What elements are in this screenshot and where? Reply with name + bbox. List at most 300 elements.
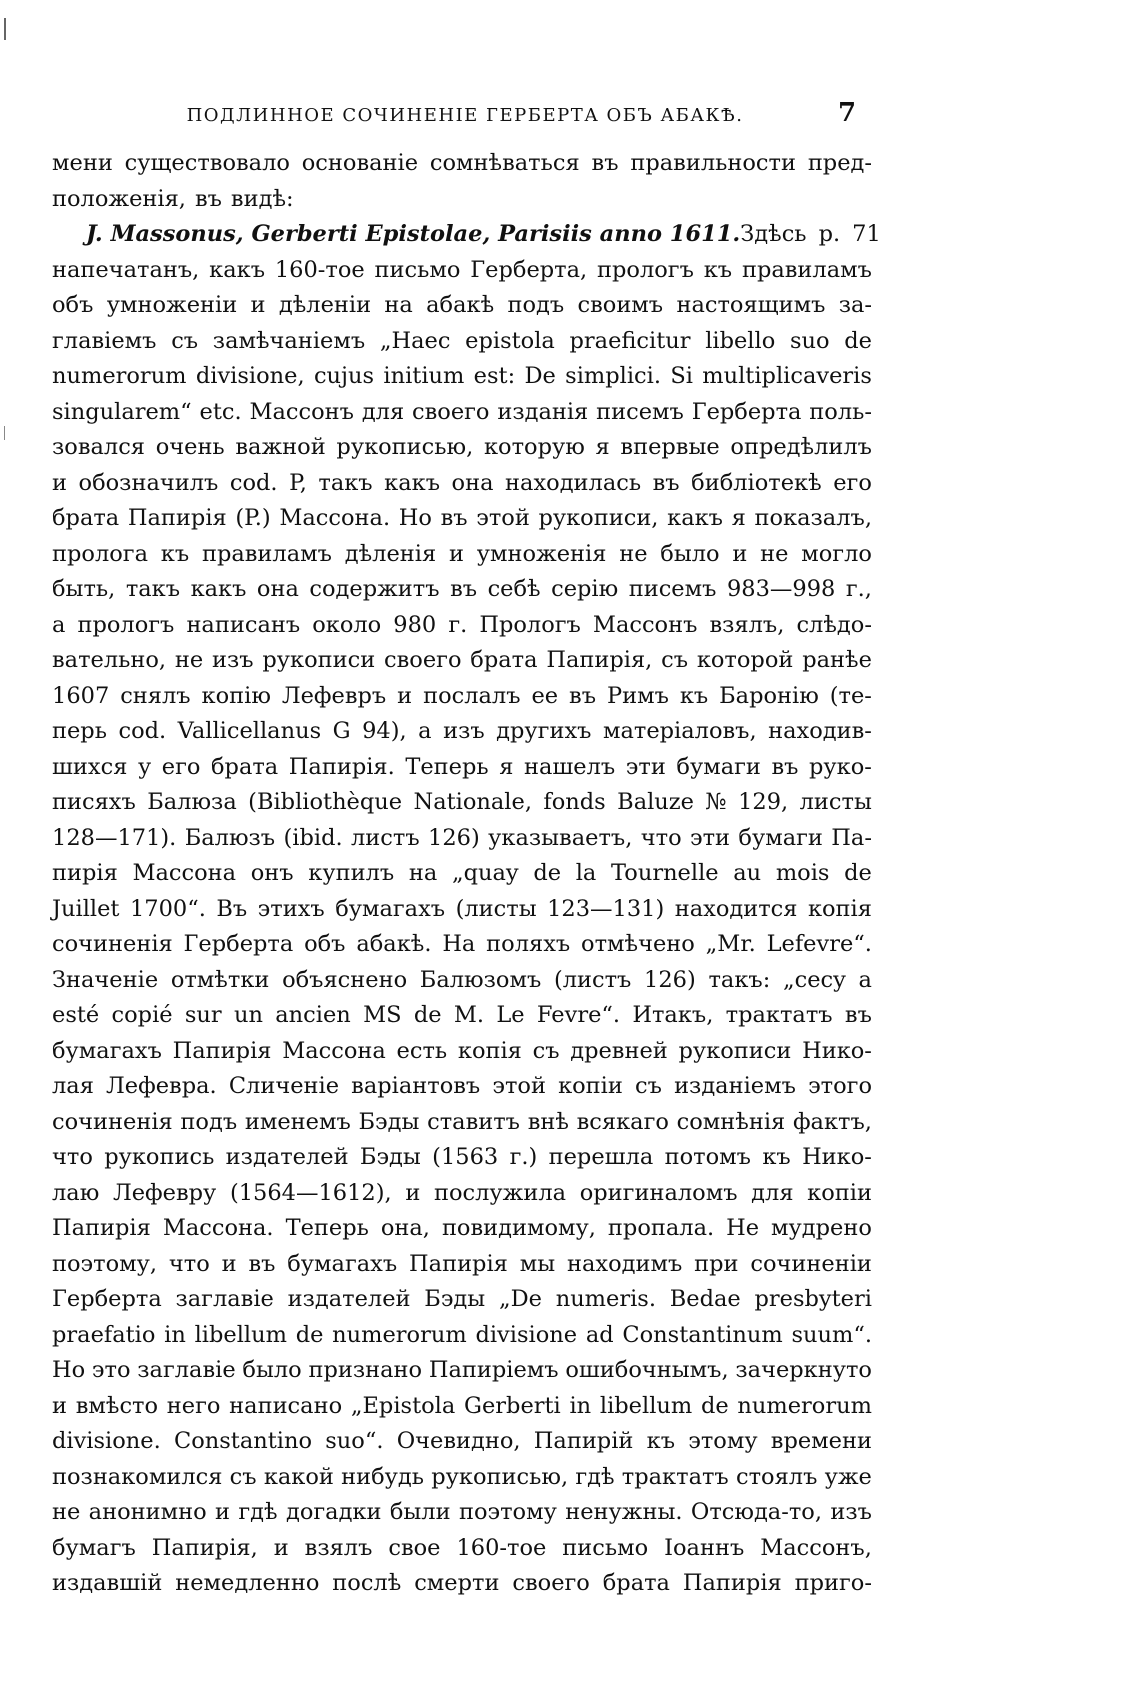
word: divisione,: [195, 363, 305, 389]
word: a: [858, 966, 872, 993]
word: fonds: [543, 789, 606, 815]
word: Массонъ: [592, 611, 698, 638]
word: На: [442, 931, 476, 957]
word: какъ: [667, 505, 723, 531]
word: р.: [818, 221, 841, 247]
word: Bedae: [669, 1286, 741, 1312]
text-line: [52, 1282, 872, 1318]
word: обозначилъ: [78, 469, 219, 496]
word: и: [448, 540, 464, 567]
word: Герберта: [183, 931, 294, 957]
word: (ibid.: [283, 824, 343, 851]
text-line: [52, 253, 872, 289]
word: что: [640, 824, 682, 851]
word: копію: [201, 682, 271, 709]
word: Папирія: [172, 1037, 272, 1064]
word: что: [52, 1144, 93, 1170]
word: въ: [450, 576, 478, 602]
word: лаю: [52, 1179, 100, 1206]
text-line: [52, 821, 872, 857]
word: издателей: [225, 1144, 349, 1170]
text-line: [52, 572, 872, 608]
word: 160-тое: [274, 256, 365, 283]
word: P,: [289, 469, 307, 496]
text-line: [52, 927, 872, 963]
word: къ: [762, 1144, 791, 1170]
word: 983—998: [726, 576, 836, 602]
word: изданіемъ: [674, 1073, 796, 1099]
word: de: [295, 1321, 324, 1348]
text-line-rest: [740, 217, 881, 253]
word: древней: [570, 1037, 668, 1064]
word: къ: [703, 256, 733, 283]
word: у: [137, 753, 152, 780]
word: „cecy: [782, 966, 846, 993]
word: листы: [799, 789, 872, 815]
word: libello: [705, 327, 776, 354]
word: in: [569, 1392, 592, 1419]
word: бумагахъ: [335, 895, 446, 922]
word: Папирія,: [546, 647, 653, 673]
word: при: [694, 1250, 739, 1277]
word: письмо: [374, 256, 461, 283]
word: эти: [690, 824, 731, 851]
word: послужила: [433, 1179, 567, 1206]
word: какъ: [384, 469, 441, 496]
word: такъ: [125, 576, 181, 602]
word: cod.: [118, 718, 167, 744]
word: въ: [844, 1002, 872, 1028]
word: настоящимъ: [676, 292, 826, 318]
word: numerorum: [52, 363, 187, 389]
word: бумаги: [738, 824, 823, 851]
word: бумагахъ: [287, 1250, 398, 1277]
word: въ: [248, 1250, 276, 1277]
word: мы: [519, 1250, 556, 1277]
word: Лефевру: [112, 1179, 217, 1206]
word: замѣчаніемъ: [212, 327, 366, 354]
word: опредѣлилъ: [730, 434, 872, 460]
text-line: [52, 182, 872, 218]
word: существовало: [124, 150, 290, 176]
word: 71: [852, 221, 881, 247]
word: мудрено: [771, 1215, 872, 1241]
word: MS: [363, 1002, 402, 1028]
word: multiplicaveris: [702, 363, 872, 389]
word: было: [242, 1357, 302, 1383]
word: est:: [473, 363, 516, 389]
word: копіи: [807, 1179, 872, 1206]
word: напечатанъ,: [52, 256, 200, 283]
word: познакомился: [52, 1463, 223, 1490]
word: и: [732, 540, 748, 567]
word: отмѣтки: [170, 966, 270, 993]
word: не: [619, 540, 648, 567]
word: это: [91, 1357, 131, 1383]
word: numerorum: [332, 1321, 467, 1348]
word: Папирія: [52, 1215, 151, 1241]
word: прологъ: [597, 256, 694, 283]
word: свое: [388, 1534, 441, 1561]
word: sur: [184, 1002, 222, 1028]
word: листъ: [351, 824, 420, 851]
word: Здѣсь: [740, 221, 807, 247]
word: поэтому,: [52, 1250, 158, 1277]
word: Папирія: [682, 1570, 782, 1596]
word: матеріаловъ,: [602, 718, 757, 744]
word: библіотекѣ: [691, 469, 822, 496]
word: de: [844, 860, 872, 886]
word: Герберта: [52, 1286, 162, 1312]
word: „Epistola: [350, 1392, 456, 1419]
text-line: [52, 359, 872, 395]
word: умноженіи: [106, 292, 238, 318]
word: Балюзомъ: [419, 966, 542, 993]
word: бумаги: [676, 753, 761, 780]
word: перь: [52, 718, 107, 744]
word: издавшій: [52, 1570, 163, 1596]
word: своего: [384, 647, 462, 673]
word: suo“.: [325, 1428, 384, 1454]
word: написано: [229, 1392, 343, 1419]
word: на: [408, 860, 438, 886]
word: G: [332, 718, 351, 744]
word: и: [52, 1392, 67, 1419]
word: (1563: [432, 1144, 499, 1170]
word: in: [164, 1321, 186, 1348]
word: Но: [52, 1357, 86, 1383]
word: initium: [383, 363, 465, 389]
word: всякаго: [576, 1108, 669, 1135]
word: этого: [808, 1073, 872, 1099]
word: показалъ,: [754, 505, 872, 531]
word: абакѣ.: [356, 931, 432, 957]
text-line: [52, 608, 872, 644]
word: въ: [652, 469, 680, 496]
word: Baluze: [617, 789, 694, 815]
word: рукописью,: [336, 434, 474, 460]
word: копіи: [558, 1073, 623, 1099]
word: содержитъ: [309, 576, 440, 602]
word: Массонъ: [249, 398, 354, 425]
word: Лефевръ: [281, 682, 387, 709]
word: Массонъ,: [760, 1534, 872, 1561]
word: etc.: [199, 398, 242, 425]
word: нашелъ: [523, 753, 616, 780]
running-title: ПОДЛИННОЕ СОЧИНЕНІЕ ГЕРБЕРТА ОБЪ АБАКѢ.: [186, 105, 744, 126]
word: которую: [483, 434, 585, 460]
word: Но: [398, 505, 432, 531]
word: уже: [824, 1463, 872, 1490]
margin-mark: [4, 426, 5, 440]
word: поэтому: [458, 1499, 557, 1525]
word: „Mr.: [705, 931, 756, 957]
word: важной: [235, 434, 326, 460]
word: брата: [52, 505, 120, 531]
text-line: [52, 1069, 872, 1105]
word: такъ: [318, 469, 373, 496]
word: лая: [52, 1073, 94, 1099]
word: что: [168, 1250, 210, 1277]
word: divisione.: [52, 1428, 161, 1454]
word: находив-: [768, 718, 872, 744]
word: ошибочнымъ,: [565, 1357, 729, 1383]
word: сочиненія: [52, 1108, 173, 1135]
word: Нико-: [802, 1037, 872, 1064]
word: suum“.: [791, 1321, 872, 1348]
word: брата: [470, 647, 538, 673]
word: Папиріемъ: [428, 1357, 559, 1383]
word: Нико-: [802, 1144, 872, 1170]
word: Nationale,: [413, 789, 532, 815]
word: для: [361, 398, 405, 425]
word: заглавіе: [175, 1286, 274, 1312]
word: съ: [635, 1073, 662, 1099]
word: послалъ: [423, 682, 521, 709]
word: рукописи: [678, 1037, 792, 1064]
word: Бэды: [424, 1286, 486, 1312]
text-line: [52, 1353, 872, 1389]
margin-mark: [4, 18, 6, 40]
word: основаніе: [301, 150, 419, 176]
text-line: [52, 750, 872, 786]
word: divisione: [475, 1321, 578, 1348]
word: указываетъ,: [488, 824, 633, 851]
word: брата: [211, 753, 279, 780]
word: руко-: [809, 753, 872, 780]
word: de: [844, 327, 872, 354]
word: сочиненія: [52, 931, 173, 957]
word: au: [733, 860, 762, 886]
word: numeris.: [555, 1286, 656, 1312]
word: Балюзъ: [184, 824, 276, 851]
text-line: [52, 643, 872, 679]
word: suo: [789, 327, 830, 354]
word: ранѣе: [802, 647, 872, 673]
word: брата: [602, 1570, 670, 1596]
word: Папирій: [533, 1428, 634, 1454]
word: ставитъ: [427, 1108, 520, 1135]
word: presbyteri: [754, 1286, 872, 1312]
word: и: [273, 1534, 289, 1561]
word: Прологъ: [479, 611, 581, 638]
word: она,: [380, 1215, 430, 1241]
word: ad: [585, 1321, 614, 1348]
word: Сличеніе: [228, 1073, 340, 1099]
word: какъ: [209, 256, 266, 283]
word: рукописи: [262, 647, 376, 673]
word: а: [52, 611, 66, 638]
word: epistola: [465, 327, 555, 354]
text-line: [52, 1495, 872, 1531]
word: нибудь: [341, 1463, 425, 1490]
word: правильности: [630, 150, 796, 176]
word: издателей: [287, 1286, 411, 1312]
word: объ: [52, 292, 94, 318]
word: Отсюда-то,: [690, 1499, 822, 1525]
word: находимъ: [566, 1250, 683, 1277]
word: рукопись: [104, 1144, 215, 1170]
word: правиламъ: [201, 540, 332, 567]
word: praefatio: [52, 1321, 156, 1348]
word: его: [833, 469, 872, 496]
word: подъ: [507, 292, 565, 318]
word: трактатъ: [725, 1002, 833, 1028]
word: находится: [674, 895, 798, 922]
word: его: [161, 753, 201, 780]
word: Итакъ,: [632, 1002, 714, 1028]
word: варіантовъ: [351, 1073, 481, 1099]
text-line: [52, 892, 872, 928]
word: и: [52, 469, 67, 496]
word: поль-: [809, 398, 872, 425]
word: купилъ: [308, 860, 395, 886]
word: г.: [448, 611, 468, 638]
word: Tournelle: [611, 860, 719, 886]
text-line-citation: [52, 217, 881, 253]
word: бумагъ: [52, 1534, 136, 1561]
word: Римъ: [606, 682, 669, 709]
text-line: [52, 1460, 872, 1496]
text-line: [52, 1318, 872, 1354]
word: изъ: [212, 647, 254, 673]
word: mois: [775, 860, 830, 886]
word: къ: [679, 682, 709, 709]
word: de: [533, 860, 562, 886]
word: De: [524, 363, 556, 389]
text-line: [52, 998, 872, 1034]
word: „De: [498, 1286, 542, 1312]
word: ancien: [275, 1002, 351, 1028]
text-line: [52, 963, 872, 999]
word: взялъ: [304, 1534, 373, 1561]
word: simplici.: [565, 363, 661, 389]
text-line: [52, 395, 872, 431]
word: и: [397, 682, 413, 709]
word: какъ: [190, 576, 247, 602]
citation: J. Massonus, Gerberti Epistolae, Parisiis anno 1611.: [86, 221, 741, 247]
word: Массона.: [279, 505, 391, 531]
word: сомнѣнія: [676, 1108, 786, 1135]
word: къ: [160, 540, 190, 567]
word: съ: [661, 647, 689, 673]
word: въ: [194, 185, 222, 212]
word: (P.): [235, 505, 271, 531]
word: своего: [412, 398, 490, 425]
word: Gerberti: [464, 1392, 561, 1419]
word: Баронію: [719, 682, 819, 709]
word: Очевидно,: [396, 1428, 521, 1454]
word: 160-тое: [456, 1534, 547, 1561]
word: Теперь: [405, 753, 489, 780]
word: и: [250, 292, 266, 318]
word: съ: [229, 1463, 257, 1490]
word: такъ:: [708, 966, 771, 993]
word: за-: [838, 292, 872, 318]
word: Балюза: [147, 789, 237, 815]
word: этому: [688, 1428, 758, 1454]
word: объяснено: [282, 966, 408, 993]
word: Бэды: [359, 1144, 421, 1170]
word: Lefevre“.: [766, 931, 872, 957]
word: зовался: [52, 434, 145, 460]
word: видѣ:: [230, 185, 294, 212]
word: Le: [496, 1002, 525, 1028]
word: потомъ: [664, 1144, 751, 1170]
body-text: [52, 146, 881, 1602]
word: 128—171).: [52, 824, 177, 851]
text-line: [52, 501, 872, 537]
text-line: [52, 466, 872, 502]
word: она: [451, 469, 494, 496]
word: numerorum: [737, 1392, 872, 1419]
word: Значеніе: [52, 966, 159, 993]
word: изданія: [497, 398, 589, 425]
word: „Haec: [379, 327, 451, 354]
word: Si: [670, 363, 693, 389]
word: анонимно: [88, 1499, 207, 1525]
word: съ: [171, 327, 199, 354]
word: умноженія: [476, 540, 607, 567]
word: сомнѣваться: [429, 150, 580, 176]
word: я: [499, 753, 514, 780]
text-line: [52, 856, 872, 892]
word: praeficitur: [569, 327, 691, 354]
word: cujus: [313, 363, 375, 389]
word: фактъ,: [792, 1108, 872, 1135]
word: поляхъ: [486, 931, 571, 957]
word: немедленно: [175, 1570, 320, 1596]
word: рукописью,: [431, 1463, 569, 1490]
word: Папирія,: [151, 1534, 258, 1561]
word: libellum: [194, 1321, 287, 1348]
word: трактатъ: [621, 1463, 729, 1490]
word: именемъ: [244, 1108, 351, 1135]
word: дѣленіи: [278, 292, 372, 318]
word: въ: [591, 150, 619, 176]
word: подъ: [180, 1108, 238, 1135]
word: времени: [770, 1428, 872, 1454]
word: la: [575, 860, 597, 886]
word: абакѣ: [426, 292, 495, 318]
text-line: [52, 430, 872, 466]
word: могло: [801, 540, 872, 567]
text-line: [52, 537, 872, 573]
word: esté: [52, 1002, 100, 1028]
word: пролога: [52, 540, 148, 567]
word: г.,: [845, 576, 872, 602]
word: въ: [440, 505, 468, 531]
word: Герберта: [691, 398, 802, 425]
text-line: [52, 1140, 872, 1176]
word: пред-: [807, 150, 872, 176]
word: de: [700, 1392, 729, 1419]
word: писяхъ: [52, 789, 136, 815]
text-line: [52, 324, 872, 360]
word: Папирія: [127, 505, 227, 531]
word: на: [384, 292, 413, 318]
word: Constantino: [173, 1428, 313, 1454]
word: другихъ: [496, 718, 592, 744]
word: написанъ: [186, 611, 301, 638]
word: 94),: [362, 718, 407, 744]
word: не: [52, 1499, 81, 1525]
word: Массона: [132, 860, 237, 886]
word: un: [233, 1002, 263, 1028]
word: объ: [304, 931, 346, 957]
word: письмо: [562, 1534, 649, 1561]
word: M.: [453, 1002, 485, 1028]
